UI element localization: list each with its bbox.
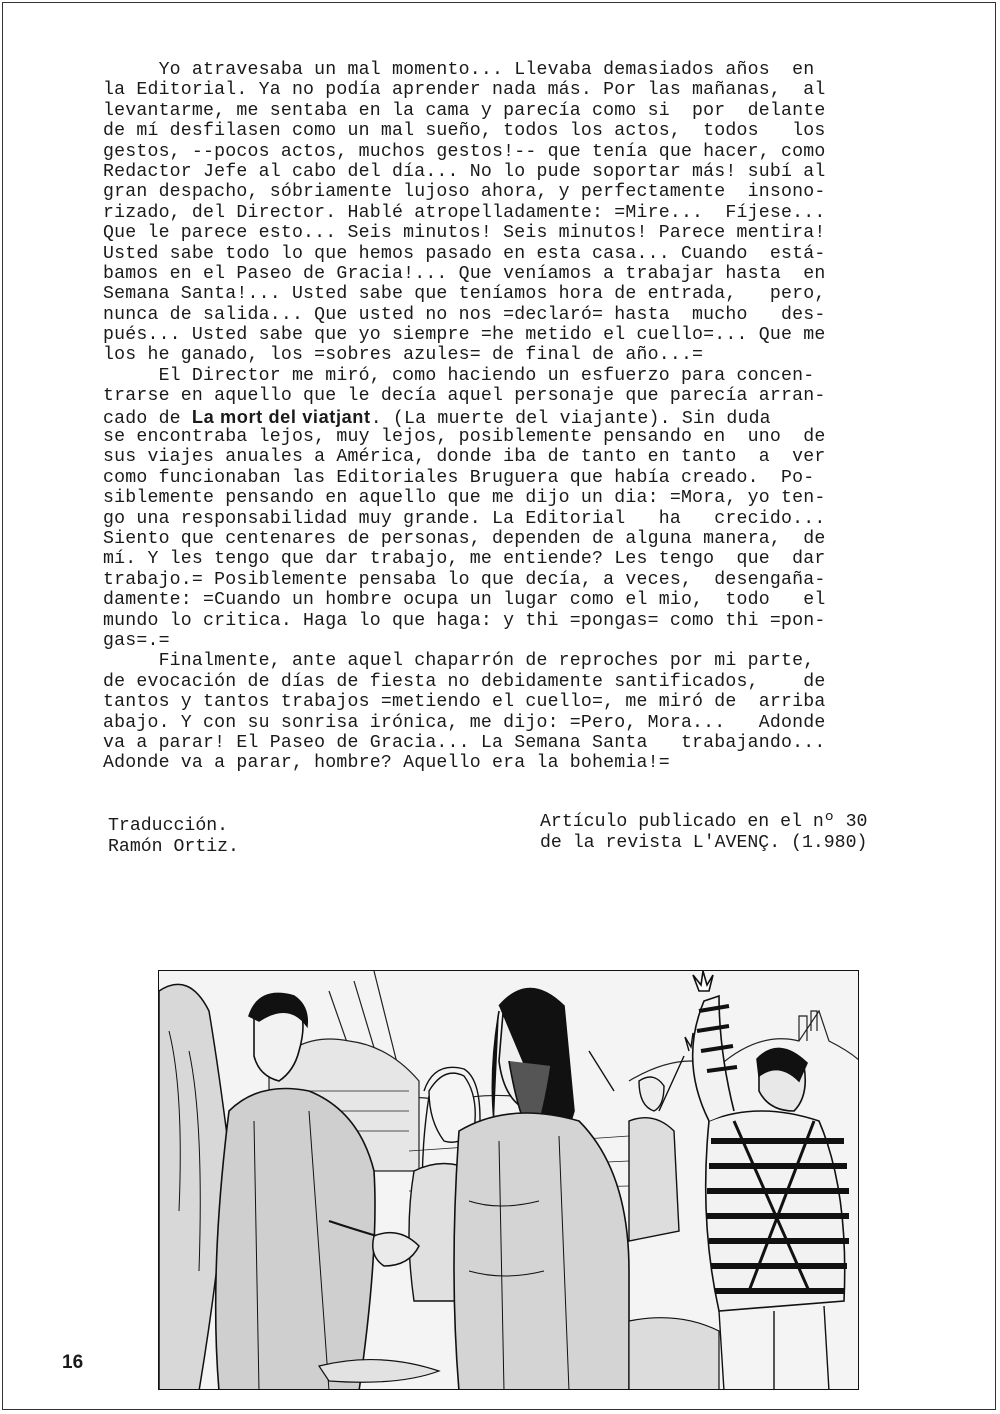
article-line: nunca de salida... Que usted no nos =declaró= hasta mucho des-: [103, 304, 826, 325]
publication-credit: [540, 812, 867, 854]
article-line: bamos en el Paseo de Gracia!... Que veníamos a trabajar hasta en: [103, 263, 826, 284]
page-number: 16: [62, 1352, 84, 1373]
article-line: Finalmente, ante aquel chaparrón de reproches por mi parte,: [103, 651, 815, 672]
article-line: levantarme, me sentaba en la cama y parecía como si por delante: [103, 100, 826, 121]
article-line: se encontraba lejos, muy lejos, posiblemente pensando en uno de: [103, 427, 826, 448]
article-line: cado de La mort del viatjant. (La muerte del viajante). Sin duda: [103, 406, 771, 429]
article-line: abajo. Y con su sonrisa irónica, me dijo: =Pero, Mora... Adonde: [103, 712, 826, 733]
translation-credit: [108, 816, 239, 858]
article-line: Usted sabe todo lo que hemos pasado en esta casa... Cuando está-: [103, 243, 826, 264]
article-line: los he ganado, los =sobres azules= de final de año...=: [103, 345, 704, 366]
publication-line-1: Artículo publicado en el nº 30: [540, 812, 868, 832]
article-line: El Director me miró, como haciendo un esfuerzo para concen-: [103, 365, 815, 386]
article-line: pués... Usted sabe que yo siempre =he metido el cuello=... Que me: [103, 325, 826, 346]
article-line: Yo atravesaba un mal momento... Llevaba demasiados años en: [103, 60, 815, 80]
article-line: va a parar! El Paseo de Gracia... La Semana Santa trabajando...: [103, 732, 826, 753]
article-line: Siento que centenares de personas, dependen de alguna manera, de: [103, 528, 826, 549]
article-line: tantos y tantos trabajos =metiendo el cuello=, me miró de arriba: [103, 692, 826, 713]
article-line: de mí desfilasen como un mal sueño, todos los actos, todos los: [103, 121, 826, 142]
translation-label: Traducción.: [108, 816, 229, 836]
article-line: gas=.=: [103, 630, 170, 651]
article-body: [103, 60, 901, 774]
article-line: damente: =Cuando un hombre ocupa un lugar como el mio, todo el: [103, 590, 826, 611]
article-line: como funcionaban las Editoriales Bruguera que había creado. Po-: [103, 467, 815, 488]
article-line: mundo lo critica. Haga lo que haga: y thi =pongas= como thi =pon-: [103, 610, 826, 631]
article-line: la Editorial. Ya no podía aprender nada más. Por las mañanas, al: [103, 80, 826, 101]
article-line: de evocación de días de fiesta no debidamente santificados, de: [103, 671, 826, 692]
article-line: sus viajes anuales a América, donde iba de tanto en tanto a ver: [103, 447, 826, 468]
publication-line-2: de la revista L'AVENÇ. (1.980): [540, 833, 868, 853]
article-line: siblemente pensando en aquello que me dijo un dia: =Mora, yo ten-: [103, 488, 826, 509]
book-title: La mort del viatjant: [191, 406, 371, 427]
article-line: Adonde va a parar, hombre? Aquello era la bohemia!=: [103, 753, 670, 774]
translator-name: Ramón Ortiz.: [108, 837, 239, 857]
comic-illustration: [158, 970, 859, 1390]
article-line: trabajo.= Posiblemente pensaba lo que decía, a veces, desengaña-: [103, 569, 826, 590]
article-line: gestos, --pocos actos, muchos gestos!-- que tenía que hacer, como: [103, 141, 826, 162]
article-line: Que le parece esto... Seis minutos! Seis minutos! Parece mentira!: [103, 223, 826, 244]
article-line: trarse en aquello que le decía aquel personaje que parecía arran-: [103, 386, 826, 407]
article-line: Semana Santa!... Usted sabe que teníamos hora de entrada, pero,: [103, 284, 826, 305]
article-line: rizado, del Director. Hablé atropelladamente: =Mire... Fíjese...: [103, 202, 826, 223]
article-line: gran despacho, sóbriamente lujoso ahora, y perfectamente insono-: [103, 182, 826, 203]
article-line: go una responsabilidad muy grande. La Editorial ha crecido...: [103, 508, 826, 529]
article-line: mí. Y les tengo que dar trabajo, me entiende? Les tengo que dar: [103, 549, 826, 570]
article-line: Redactor Jefe al cabo del día... No lo pude soportar más! subí al: [103, 161, 826, 182]
